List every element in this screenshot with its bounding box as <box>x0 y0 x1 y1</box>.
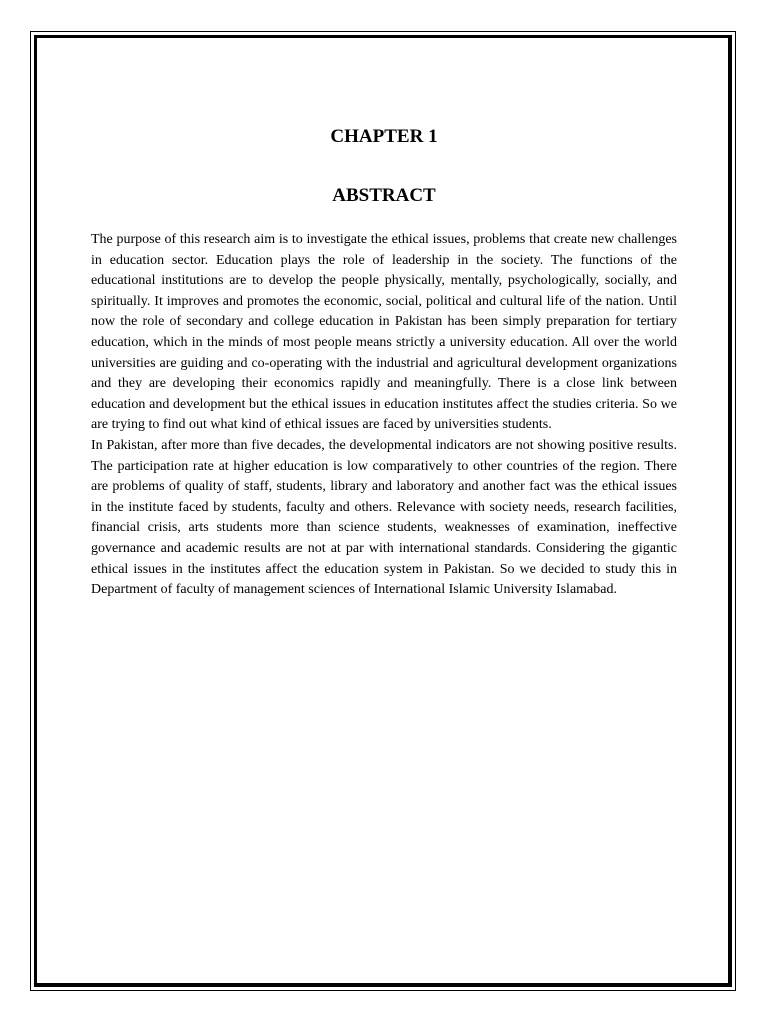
abstract-paragraph: The purpose of this research aim is to investigate the ethical issues, problems that create new challenges in education sector. Education plays the role of leadership in the society. The functions of the educational institutions are to develop the people physically, mentally, psychologically, socially, and spiritually. It improves and promotes the economic, social, political and cultural life of the nation. Until now the role of secondary and college education in Pakistan has been simply preparation for tertiary education, which in the minds of most people means strictly a university education. All over the world universities are guiding and co-operating with the industrial and agricultural development organizations and they are developing their economics rapidly and meaningfully. There is a close link between education and development but the ethical issues in education institutes affect the studies criteria. So we are trying to find out what kind of ethical issues are faced by universities students. <box>91 232 677 433</box>
chapter-title: CHAPTER 1 <box>330 126 438 147</box>
section-title: ABSTRACT <box>332 185 436 206</box>
abstract-paragraph: In Pakistan, after more than five decades, the developmental indicators are not showing positive results. The participation rate at higher education is low comparatively to other countries of the region. There are problems of quality of staff, students, library and laboratory and another fact was the ethical issues in the institute faced by students, faculty and others. Relevance with society needs, research facilities, financial crisis, arts students more than science students, weaknesses of examination, ineffective governance and academic results are not at par with international standards. Considering the gigantic ethical issues in the institutes affect the education system in Pakistan. So we decided to study this in Department of faculty of management sciences of International Islamic University Islamabad. <box>91 437 677 598</box>
abstract-body <box>91 230 677 601</box>
